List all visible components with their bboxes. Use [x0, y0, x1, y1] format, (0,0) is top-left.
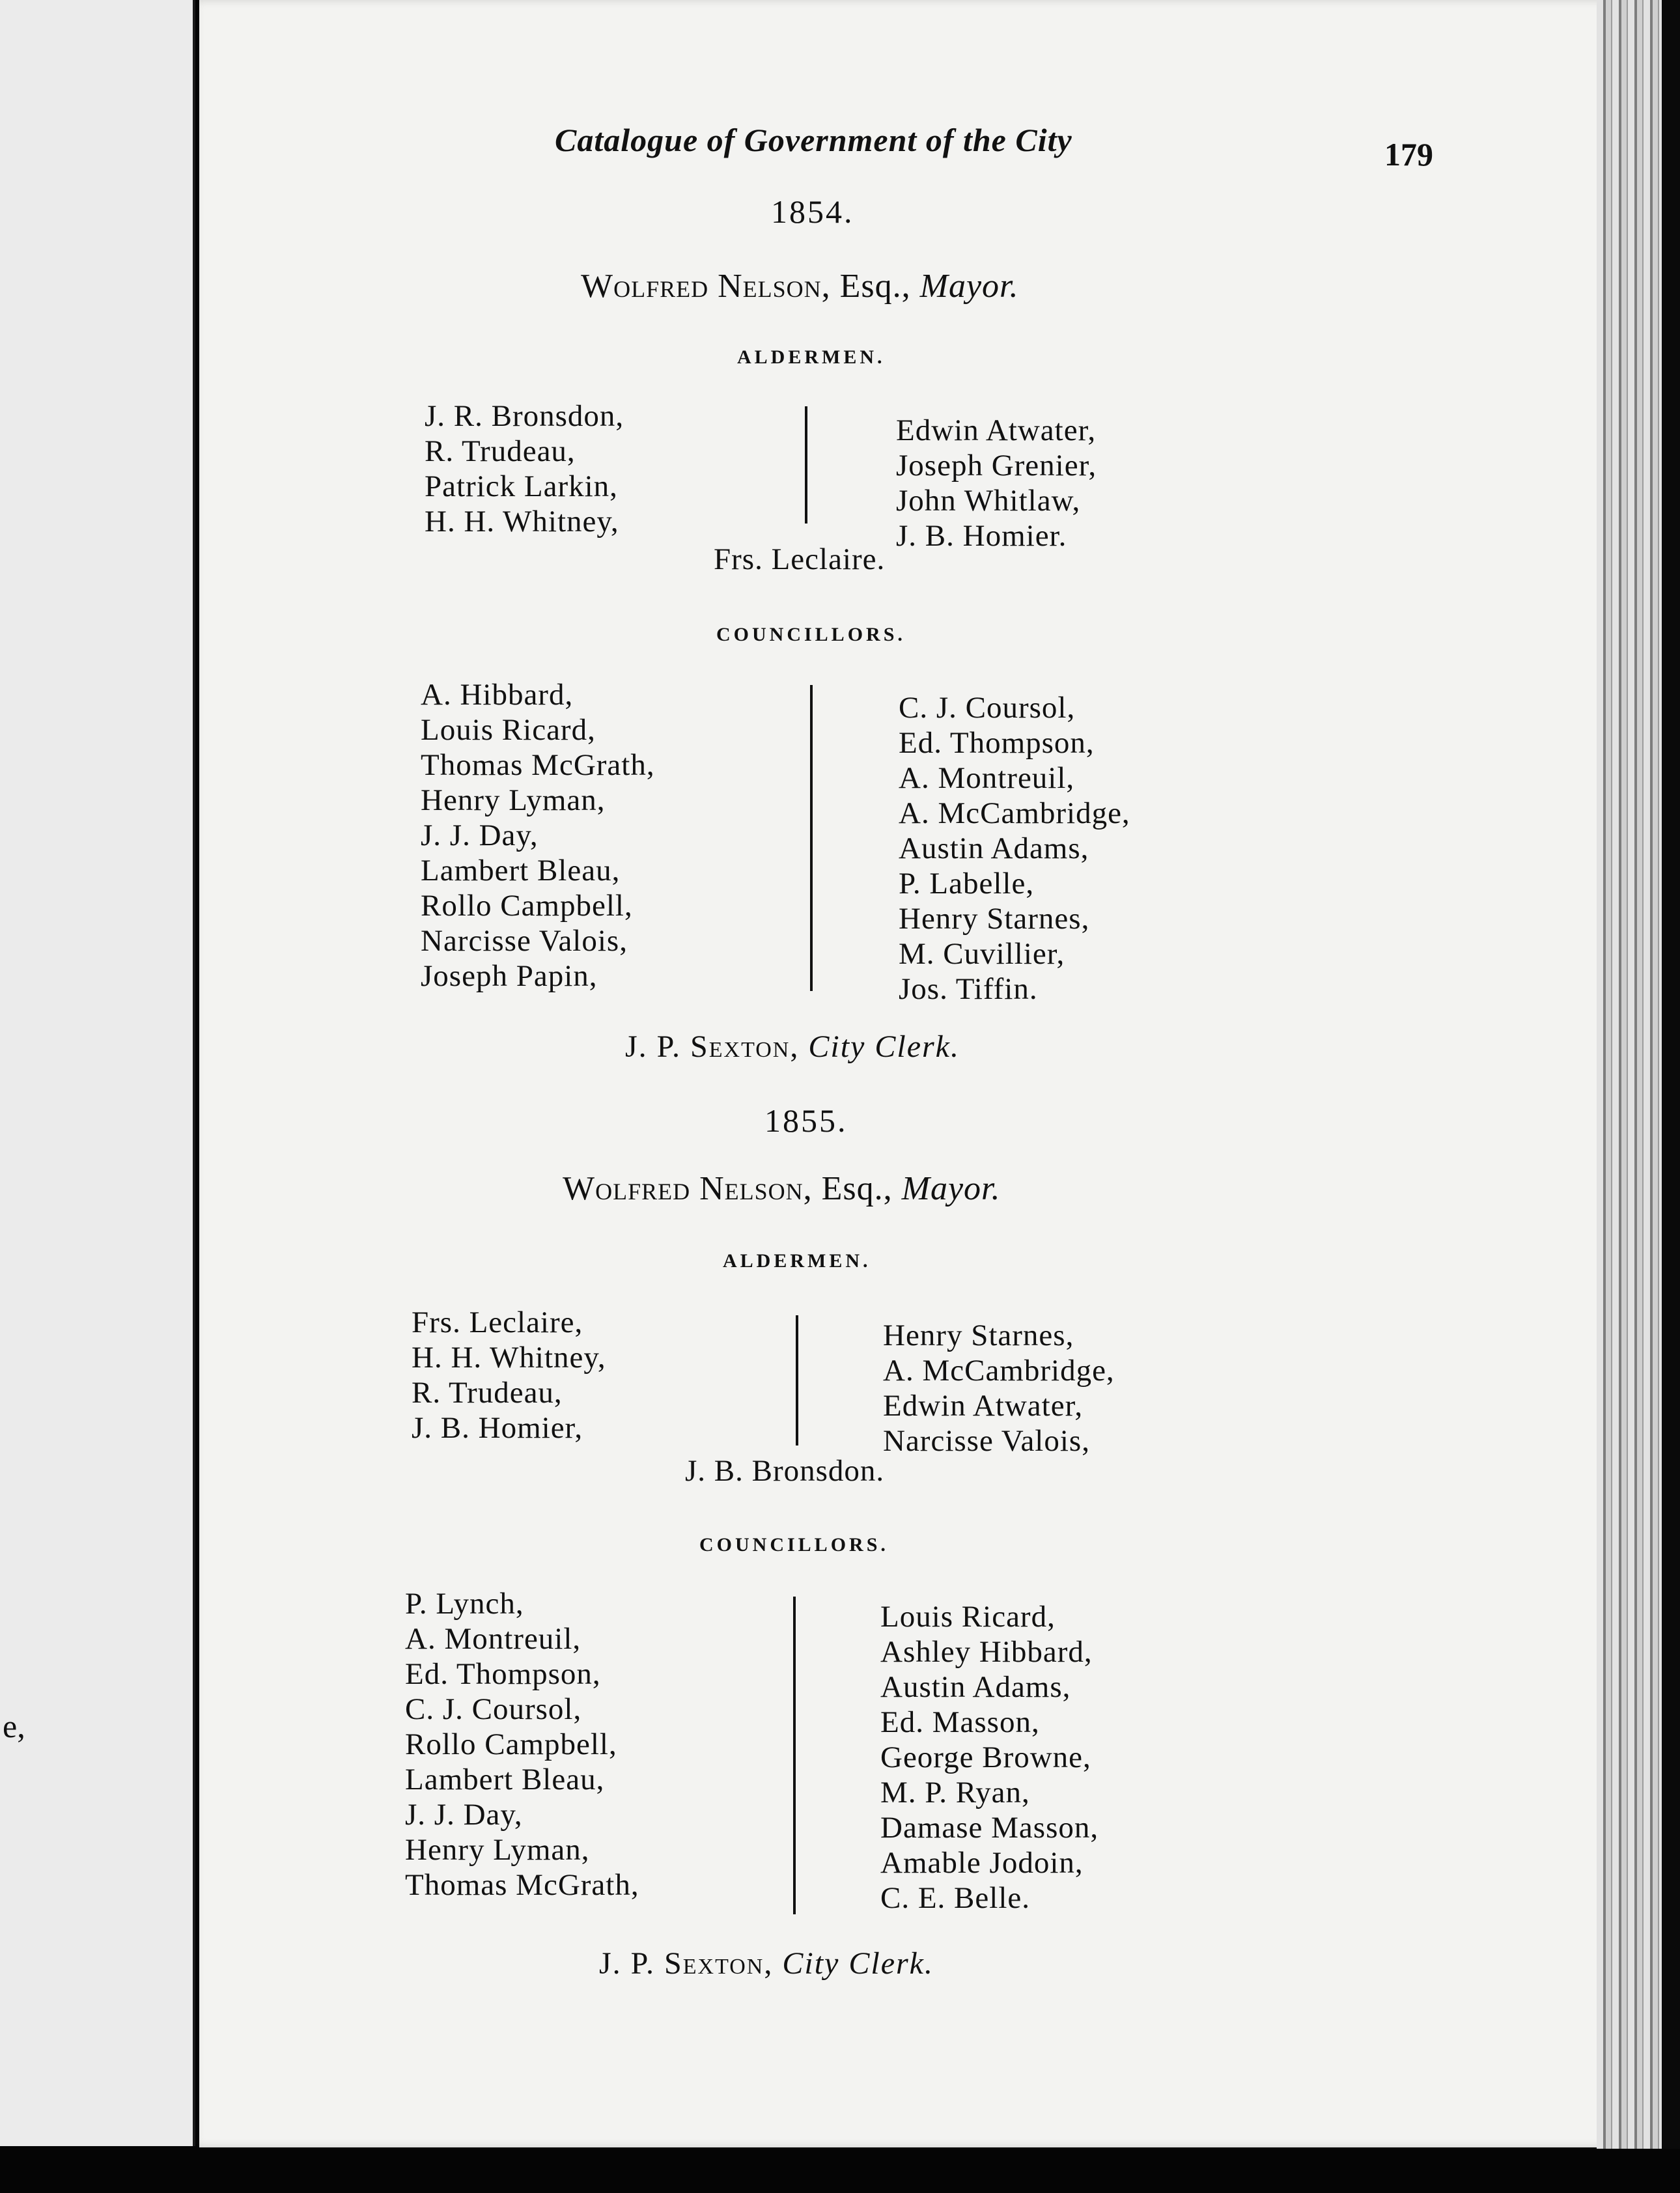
- list-item: Ed. Thompson,: [405, 1657, 601, 1691]
- column-divider: [796, 1315, 798, 1446]
- list-item: Ed. Thompson,: [899, 726, 1095, 760]
- list-item: C. J. Coursol,: [405, 1692, 582, 1726]
- city-clerk-line: [599, 1946, 934, 1981]
- list-item: A. Montreuil,: [899, 761, 1075, 795]
- councillors-right-column: [880, 1599, 1099, 1916]
- list-item: J. J. Day,: [405, 1798, 523, 1832]
- list-item: M. P. Ryan,: [880, 1776, 1030, 1809]
- mayor-suffix: , Esq.,: [821, 268, 911, 305]
- list-item: Edwin Atwater,: [883, 1389, 1084, 1423]
- list-item: Frs. Leclaire,: [412, 1306, 583, 1339]
- aldermen-right-column: [896, 413, 1097, 553]
- clerk-title: City Clerk.: [808, 1029, 960, 1064]
- list-item: Joseph Papin,: [421, 959, 598, 993]
- list-item: Patrick Larkin,: [425, 469, 618, 503]
- aldermen-left-column: [412, 1305, 606, 1446]
- list-item: Edwin Atwater,: [896, 413, 1097, 447]
- list-item: A. Hibbard,: [421, 678, 574, 712]
- mayor-suffix: , Esq.,: [803, 1170, 893, 1207]
- list-item: Amable Jodoin,: [880, 1846, 1084, 1880]
- mayor-name: Wolfred Nelson: [563, 1170, 804, 1207]
- list-item: Ed. Masson,: [880, 1705, 1040, 1739]
- list-item: A. McCambridge,: [899, 796, 1130, 830]
- list-item: Lambert Bleau,: [421, 854, 621, 887]
- list-item: R. Trudeau,: [412, 1376, 563, 1410]
- councillors-left-column: [421, 677, 655, 994]
- year-heading: 1855.: [764, 1102, 848, 1139]
- column-divider: [793, 1597, 796, 1914]
- list-item: Narcisse Valois,: [883, 1424, 1090, 1458]
- list-item: J. B. Homier,: [412, 1411, 583, 1445]
- list-item: J. R. Bronsdon,: [425, 399, 624, 433]
- list-item: A. McCambridge,: [883, 1354, 1115, 1388]
- list-item: John Whitlaw,: [896, 484, 1081, 518]
- councillors-left-column: [405, 1586, 639, 1903]
- list-item: Rollo Campbell,: [421, 889, 633, 923]
- book-page: [199, 0, 1619, 2147]
- scan-border: [1662, 0, 1680, 2193]
- clerk-separator: ,: [790, 1029, 800, 1064]
- aldermen-heading: ALDERMEN.: [737, 346, 886, 368]
- list-item: Henry Lyman,: [421, 783, 606, 817]
- aldermen-left-column: [425, 398, 624, 539]
- list-item: H. H. Whitney,: [425, 505, 619, 538]
- list-item: C. E. Belle.: [880, 1881, 1030, 1915]
- running-head: Catalogue of Government of the City: [555, 122, 1072, 158]
- aldermen-right-column: [883, 1318, 1115, 1459]
- councillors-heading: COUNCILLORS.: [699, 1534, 889, 1556]
- list-item: Henry Starnes,: [899, 902, 1090, 936]
- list-item: Austin Adams,: [880, 1670, 1071, 1704]
- list-item: Jos. Tiffin.: [899, 972, 1038, 1006]
- councillors-right-column: [899, 690, 1130, 1007]
- list-item: Ashley Hibbard,: [880, 1635, 1093, 1669]
- aldermen-center-entry: J. B. Bronsdon.: [685, 1454, 885, 1488]
- councillors-heading: COUNCILLORS.: [716, 624, 906, 645]
- page-edges: [1597, 0, 1662, 2168]
- clerk-title: City Clerk.: [782, 1946, 934, 1981]
- list-item: Thomas McGrath,: [421, 748, 655, 782]
- list-item: P. Labelle,: [899, 867, 1035, 901]
- list-item: Thomas McGrath,: [405, 1868, 639, 1902]
- left-page-fragment: e,: [3, 1708, 25, 1744]
- list-item: Louis Ricard,: [421, 713, 596, 747]
- list-item: J. B. Homier.: [896, 519, 1067, 553]
- mayor-line: [581, 267, 1019, 305]
- column-divider: [805, 406, 807, 524]
- year-heading: 1854.: [771, 193, 854, 230]
- list-item: A. Montreuil,: [405, 1622, 581, 1656]
- mayor-title: Mayor.: [919, 268, 1019, 305]
- list-item: R. Trudeau,: [425, 434, 576, 468]
- page-number: 179: [1384, 136, 1433, 173]
- aldermen-center-entry: Frs. Leclaire.: [714, 542, 886, 576]
- list-item: Louis Ricard,: [880, 1600, 1056, 1634]
- clerk-separator: ,: [764, 1946, 774, 1981]
- list-item: Lambert Bleau,: [405, 1763, 605, 1796]
- mayor-line: [563, 1169, 1001, 1208]
- list-item: J. J. Day,: [421, 818, 539, 852]
- list-item: P. Lynch,: [405, 1587, 524, 1621]
- list-item: Henry Lyman,: [405, 1833, 590, 1867]
- list-item: Damase Masson,: [880, 1811, 1099, 1845]
- list-item: Austin Adams,: [899, 831, 1089, 865]
- list-item: Joseph Grenier,: [896, 449, 1097, 482]
- mayor-name: Wolfred Nelson: [581, 268, 822, 305]
- list-item: Narcisse Valois,: [421, 924, 628, 958]
- list-item: George Browne,: [880, 1740, 1091, 1774]
- scan-border-bottom: [0, 2149, 1680, 2193]
- mayor-title: Mayor.: [901, 1170, 1001, 1207]
- city-clerk-line: [625, 1029, 960, 1065]
- list-item: Rollo Campbell,: [405, 1727, 617, 1761]
- list-item: Henry Starnes,: [883, 1319, 1074, 1352]
- column-divider: [810, 685, 813, 991]
- list-item: C. J. Coursol,: [899, 691, 1076, 725]
- clerk-name: J. P. Sexton: [599, 1946, 764, 1981]
- left-page: [0, 0, 195, 2146]
- list-item: M. Cuvillier,: [899, 937, 1065, 971]
- aldermen-heading: ALDERMEN.: [723, 1250, 871, 1272]
- list-item: H. H. Whitney,: [412, 1341, 606, 1375]
- clerk-name: J. P. Sexton: [625, 1029, 791, 1064]
